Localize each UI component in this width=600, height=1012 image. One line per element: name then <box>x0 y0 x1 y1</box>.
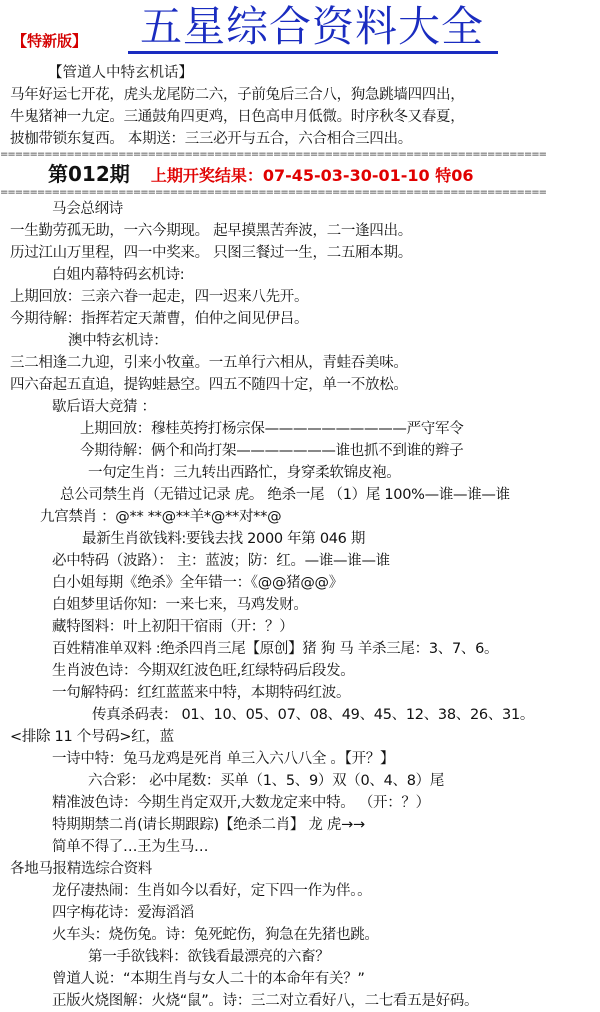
content-line: 九宫禁肖 ：@** **@**羊*@**对**@ <box>40 509 282 525</box>
last-draw-result: 上期开奖结果：07-45-03-30-01-10 特06 <box>150 166 474 185</box>
content-line: 龙仔凄热闹：生肖如今以看好，定下四一作为伴。。 <box>52 883 372 899</box>
content-line: 今期待解：指挥若定天萧曹，伯仲之间见伊吕。 <box>10 311 309 327</box>
content-line: 简单不得了…王为生马… <box>52 839 209 855</box>
separator-line: ========================================================================== <box>0 150 547 160</box>
content-line: 马会总纲诗 <box>52 201 123 217</box>
content-line: 第一手欲钱料：欲钱看最漂亮的六畜？ <box>88 949 330 965</box>
issue-number: 第012期 <box>48 162 130 186</box>
content-lines <box>0 198 600 1012</box>
page-title: 五星综合资料大全 <box>139 2 484 51</box>
content-line: 白姐内幕特码玄机诗: <box>52 267 185 283</box>
content-line: 特期期禁二肖(请长期跟踪)【绝杀二肖】 龙 虎→→ <box>52 817 365 833</box>
edition-badge: 【特新版】 <box>12 32 88 50</box>
content-line: 总公司禁生肖（无错过记录 虎。 绝杀一尾 （1）尾 100%—谁—谁—谁 <box>60 487 510 503</box>
separator-line: ========================================================================== <box>0 188 547 198</box>
content-line: 白姐梦里话你知：一来七来，马鸡发财。 <box>52 597 308 613</box>
title-underline <box>128 51 498 54</box>
content-line: 澳中特玄机诗： <box>68 333 168 349</box>
content-line: 白小姐每期《绝杀》全年错一：《@@猪@@》 <box>52 575 343 591</box>
content-line: 正版火烧图解：火烧“鼠”。诗：三二对立看好八，二七看五是好码。 <box>52 993 479 1009</box>
issue-row <box>0 160 600 188</box>
header <box>0 0 600 60</box>
content-line: 四字梅花诗：爱海滔滔 <box>52 905 194 921</box>
content-line: 精准波色诗：今期生肖定双开,大数龙定来中特。 （开：？） <box>52 795 430 811</box>
content-line: 上期回放：三亲六眷一起走，四一迟来八先开。 <box>10 289 309 305</box>
content-line: 必中特码（波路）： 主：蓝波；防：红。—谁—谁—谁 <box>52 553 390 569</box>
intro-heading: 【管道人中特玄机话】 <box>48 65 193 81</box>
content-line: 一句定生肖：三九转出西路忙，身穿柔软锦皮袍。 <box>88 465 401 481</box>
content-line: 歇后语大竞猜 ： <box>52 399 156 415</box>
content-line: 历过江山万里程，四一中奖来。 只图三餐过一生，二五厢本期。 <box>10 245 412 261</box>
content-line: 百姓精准单双料 :绝杀四肖三尾【原创】猪 狗 马 羊杀三尾：3、7、6。 <box>52 641 499 657</box>
content-line: 各地马报精选综合资料 <box>10 861 152 877</box>
intro-line: 披枷带锁东复西。 本期送：三三必开与五合，六合相合三四出。 <box>10 131 412 147</box>
content-line: 最新生肖欲钱料:要钱去找 2000 年第 046 期 <box>82 531 366 547</box>
content-line: 六合彩： 必中尾数：买单（1、5、9）双（0、4、8）尾 <box>88 773 445 789</box>
content-line: 四六奋起五直追，提钩蛙悬空。四五不随四十定，单一不放松。 <box>10 377 408 393</box>
content-line: 曾道人说：“本期生肖与女人二十的本命年有关？” <box>52 971 365 987</box>
content-line: 一句解特码：红红蓝蓝来中特，本期特码红波。 <box>52 685 351 701</box>
intro-line: 牛鬼猪神一九定。三通鼓角四更鸡，日色高申月低微。时序秋冬又春夏， <box>10 109 465 125</box>
document-body <box>0 62 600 1012</box>
content-line: 今期待解：俩个和尚打架———————谁也抓不到谁的辫子 <box>80 443 464 459</box>
content-line: 藏特图料：叶上初阳干宿雨（开：？） <box>52 619 294 635</box>
content-line: 三二相逢二九迎，引来小牧童。一五单行六相从，青蛙吞美味。 <box>10 355 408 371</box>
content-line: 上期回放：穆桂英挎打杨宗保——————————严守军令 <box>80 421 464 437</box>
content-line: 一诗中特：兔马龙鸡是死肖 单三入六八八全 。【开？】 <box>52 751 395 767</box>
content-line: 一生勤劳孤无助，一六今期现。 起早摸黑苦奔波，二一逢四出。 <box>10 223 412 239</box>
content-line: 传真杀码表： 01、10、05、07、08、49、45、12、38、26、31。 <box>92 707 535 723</box>
content-line: <排除 11 个号码>红，蓝 <box>10 729 174 745</box>
intro-line: 马年好运七开花，虎头龙尾防二六，子前兔后三合八，狗急跳墙四四出， <box>10 87 465 103</box>
content-line: 生肖波色诗：今期双红波色旺,红绿特码后段发。 <box>52 663 355 679</box>
content-line: 火车头：烧伤兔。诗：兔死蛇伤，狗急在先猪也跳。 <box>52 927 379 943</box>
